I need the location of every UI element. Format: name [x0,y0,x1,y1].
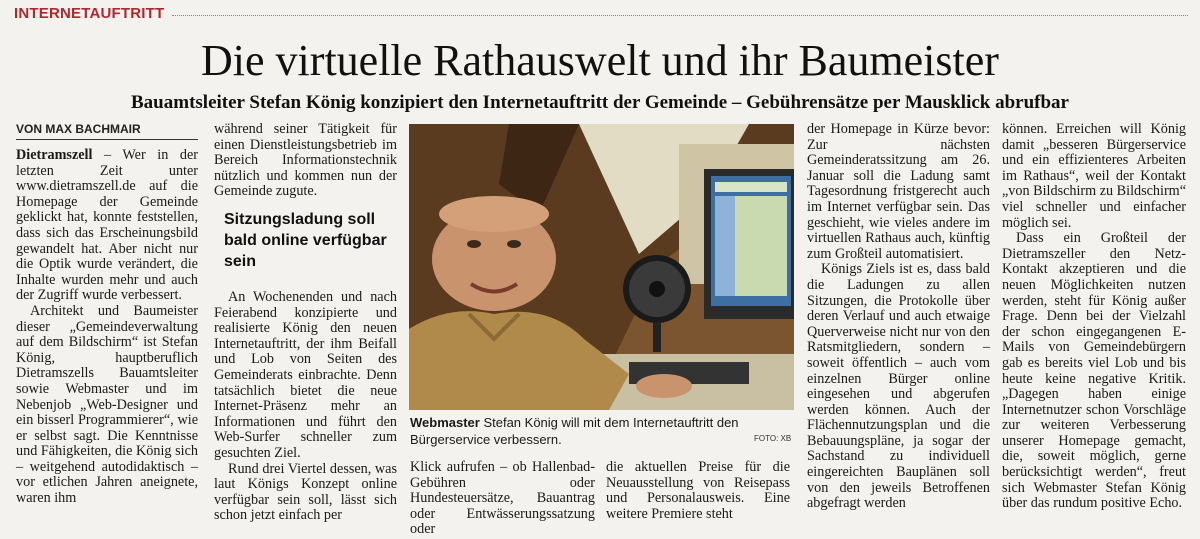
caption-lead: Webmaster [410,415,480,430]
article-subheadline: Bauamtsleiter Stefan König konzipiert den Internetauftritt der Gemeinde – Gebührensätze per Mausklick abrufbar [131,92,1069,113]
webmaster-photo-illustration [409,124,794,410]
paragraph: Dass ein Großteil der Dietramszeller den Netz-Kontakt akzeptieren und die neuen Möglichkeiten nutzen werden, steht für König außer Frage. Denn bei der Vielzahl der schon eingegangenen E-Mails von Gemeindebürgern gab es bereits viel Lob und bis heute keine negative Kritik. „Dagegen haben einige Internetnutzer schon Vorschläge zur weiteren Verbesserung unserer Homepage gemacht, die, soweit möglich, gerne berücksichtigt werden“, freut sich Webmaster Stefan König über das rundum positive Echo. [1002,230,1186,512]
paragraph: die aktuellen Preise für die Neuausstellung von Reisepass und Personalausweis. Eine weitere Premiere steht [606,459,790,522]
paragraph: Königs Ziels ist es, dass bald die Ladungen zu allen Sitzungen, die Protokolle über deren Verlauf und auch etwaige Querverweise nicht nur von den Ratsmitgliedern, sondern – soweit öffentlich – auch vom einzelnen Bürger online eingesehen und abgerufen werden können. Auch der Flächennutzungsplan und die Bebauungspläne, ja sogar der Sachstand zu individuell eingereichten Bauplänen soll von den jeweils Betroffenen abgefragt werden [807,261,990,512]
paragraph: An Wochenenden und nach Feierabend konzipierte und realisierte König den neuen Internetauftritt, der ihm Beifall und Lob von Seiten des Gemeinderats einbrachte. Denn tatsächlich bietet die neue Internet-Präsenz mehr an Informationen und führt den Web-Surfer schneller zum gesuchten Ziel. [214,289,397,461]
paragraph: Rund drei Viertel dessen, was laut Königs Konzept online verfügbar sein soll, lässt sich schon jetzt einfach per [214,460,397,524]
section-kicker: INTERNETAUFTRITT [14,5,165,22]
byline-divider [16,139,198,140]
paragraph [16,148,198,304]
article-column-1 [16,148,198,507]
paragraph: können. Erreichen will König damit „besseren Bürgerservice und ein effizienteres Arbeiten im Rathaus“, weil der Kontakt „von Bildschirm zu Bildschirm“ viel schneller und einfacher möglich sei. [1002,121,1187,231]
photo-credit: FOTO: XB [754,434,792,443]
byline: VON MAX BACHMAIR [16,122,141,136]
article-column-2 [214,122,397,200]
article-photo [409,124,794,410]
photo-caption [410,414,794,448]
paragraph: Klick aufrufen – ob Hallenbad-Gebühren oder Hundesteuersätze, Bauantrag oder Entwässerungssatzung oder [410,459,595,538]
article-column-2-continued [214,290,397,524]
article-column-6 [1002,122,1186,512]
paragraph-text: – Wer in der letzten Zeit unter www.dietramszell.de auf die Homepage der Gemeinde geklickt hat, konnte feststellen, dass sich das Erscheinungsbild gewandelt hat. Aber nicht nur die Optik wurde verändert, die Inhalte wurden mehr und auch der Zugriff wurde verbessert. [16,147,198,304]
caption-text: Stefan König will mit dem Internetauftritt den Bürgerservice verbessern. [410,415,739,447]
article-headline: Die virtuelle Rathauswelt und ihr Baumeister [201,36,999,85]
paragraph: während seiner Tätigkeit für einen Dienstleistungsbetrieb im Bereich Informationstechnik nützlich und kommen nun der Gemeinde zugute. [214,121,397,200]
dateline-place: Dietramszell [16,147,93,163]
article-column-4 [606,460,790,522]
paragraph: Architekt und Baumeister dieser „Gemeindeverwaltung auf dem Bildschirm“ ist Stefan König, hauptberuflich Dietramszells Bauamtsleiter sowie Webmaster und im Nebenjob „Web-Designer und ein bisserl Programmierer“, wie er selbst sagt. Die Kenntnisse und Fähigkeiten, die König sich – weitgehend autodidaktisch – vor etlichen Jahren aneignete, waren ihm [16,302,198,507]
paragraph: der Homepage in Kürze bevor: Zur nächsten Gemeinderatssitzung am 26. Januar soll die Ladung samt Tagesordnung fristgerecht auch im Internet verfügbar sein. Das geschieht, wie vieles andere im virtuellen Rathaus auch, künftig zum Großteil automatisiert. [807,121,990,262]
section-subheading: Sitzungsladung soll bald online verfügbar sein [224,211,387,270]
kicker-divider [172,15,1188,16]
article-column-3 [410,460,595,538]
article-column-5 [807,122,990,512]
